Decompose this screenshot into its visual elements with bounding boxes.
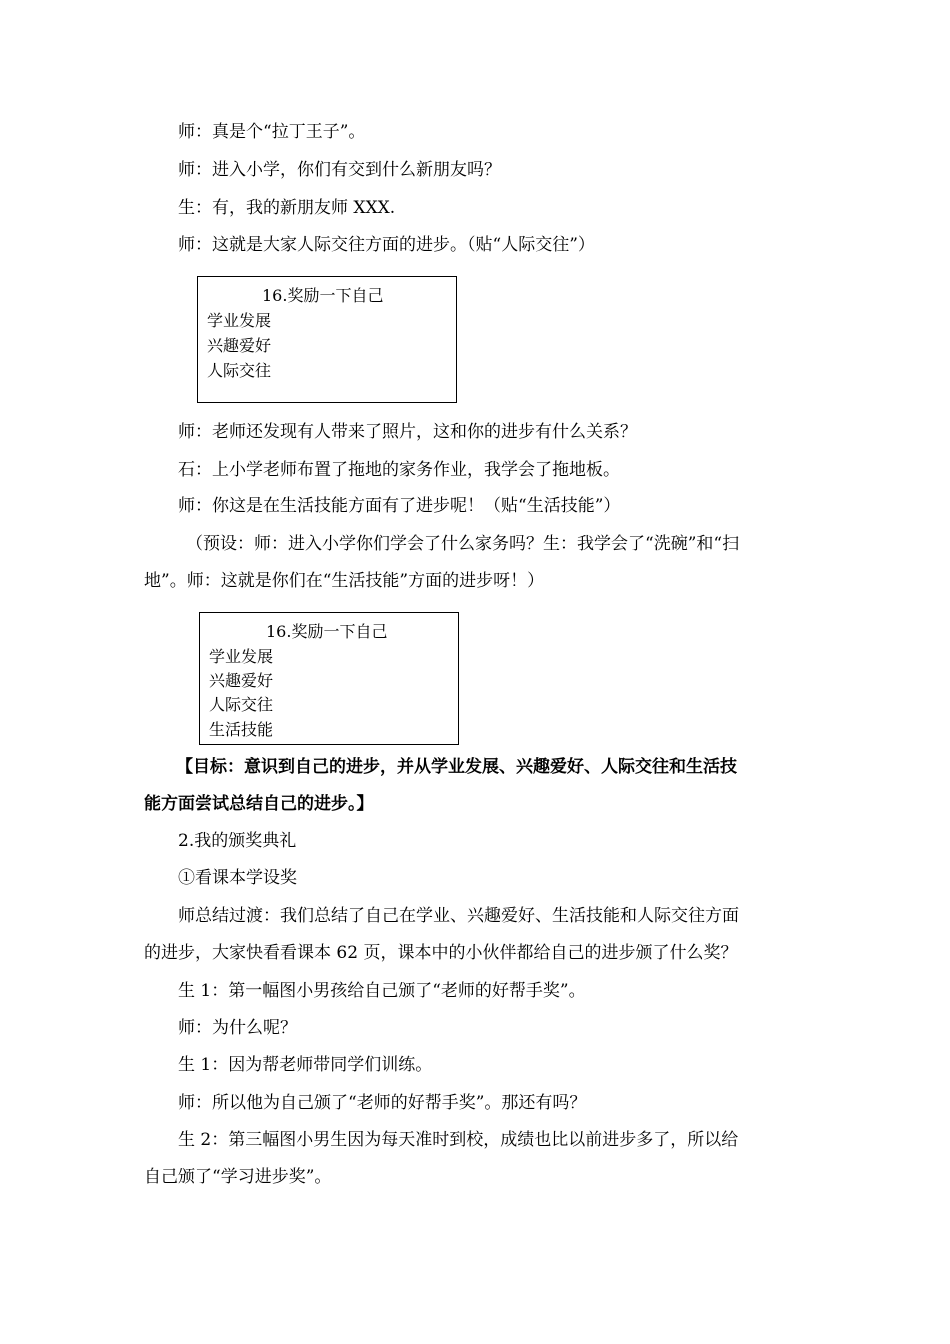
paragraph: 的进步，大家快看看课本 62 页，课本中的小伙伴都给自己的进步颁了什么奖？ bbox=[144, 943, 738, 963]
paragraph: 师：这就是大家人际交往方面的进步。（贴“人际交往”） bbox=[178, 235, 595, 255]
paragraph: 生 1：因为帮老师带同学们训练。 bbox=[178, 1055, 433, 1075]
board-title: 16.奖励一下自己 bbox=[266, 622, 388, 641]
board-box-1 bbox=[197, 276, 457, 403]
paragraph: 师：为什么呢？ bbox=[178, 1018, 297, 1038]
paragraph: （预设：师：进入小学你们学会了什么家务吗？生：我学会了“洗碗”和“扫 bbox=[186, 534, 740, 554]
paragraph: 师：所以他为自己颁了“老师的好帮手奖”。那还有吗？ bbox=[178, 1093, 587, 1113]
paragraph: 师：老师还发现有人带来了照片，这和你的进步有什么关系？ bbox=[178, 422, 637, 442]
paragraph: 师：进入小学，你们有交到什么新朋友吗？ bbox=[178, 160, 501, 180]
paragraph: 地”。师：这就是你们在“生活技能”方面的进步呀！） bbox=[144, 571, 545, 591]
paragraph: 师：你这是在生活技能方面有了进步呢！（贴“生活技能”） bbox=[178, 496, 621, 516]
board-item: 兴趣爱好 bbox=[207, 336, 272, 355]
goal-text: 【目标：意识到自己的进步，并从学业发展、兴趣爱好、人际交往和生活技 bbox=[176, 757, 737, 777]
paragraph: 自己颁了“学习进步奖”。 bbox=[144, 1167, 332, 1187]
board-item: 生活技能 bbox=[209, 720, 274, 739]
paragraph: 师总结过渡：我们总结了自己在学业、兴趣爱好、生活技能和人际交往方面 bbox=[178, 906, 739, 926]
board-item: 兴趣爱好 bbox=[209, 671, 274, 690]
board-item: 学业发展 bbox=[207, 311, 272, 330]
board-box-2 bbox=[199, 612, 459, 745]
board-title: 16.奖励一下自己 bbox=[262, 286, 384, 305]
board-item: 人际交往 bbox=[209, 695, 274, 714]
paragraph: 生 2：第三幅图小男生因为每天准时到校，成绩也比以前进步多了，所以给 bbox=[178, 1130, 739, 1150]
paragraph: 石：上小学老师布置了拖地的家务作业，我学会了拖地板。 bbox=[178, 460, 620, 480]
paragraph: 生 1：第一幅图小男孩给自己颁了“老师的好帮手奖”。 bbox=[178, 981, 586, 1001]
paragraph: 师：真是个“拉丁王子”。 bbox=[178, 122, 366, 142]
paragraph: 生：有，我的新朋友师 XXX. bbox=[178, 198, 396, 218]
goal-text: 能方面尝试总结自己的进步。】 bbox=[144, 794, 374, 814]
board-item: 学业发展 bbox=[209, 647, 274, 666]
board-item: 人际交往 bbox=[207, 361, 272, 380]
section-heading: 2.我的颁奖典礼 bbox=[178, 831, 297, 851]
subsection-heading: ①看课本学设奖 bbox=[178, 868, 297, 888]
